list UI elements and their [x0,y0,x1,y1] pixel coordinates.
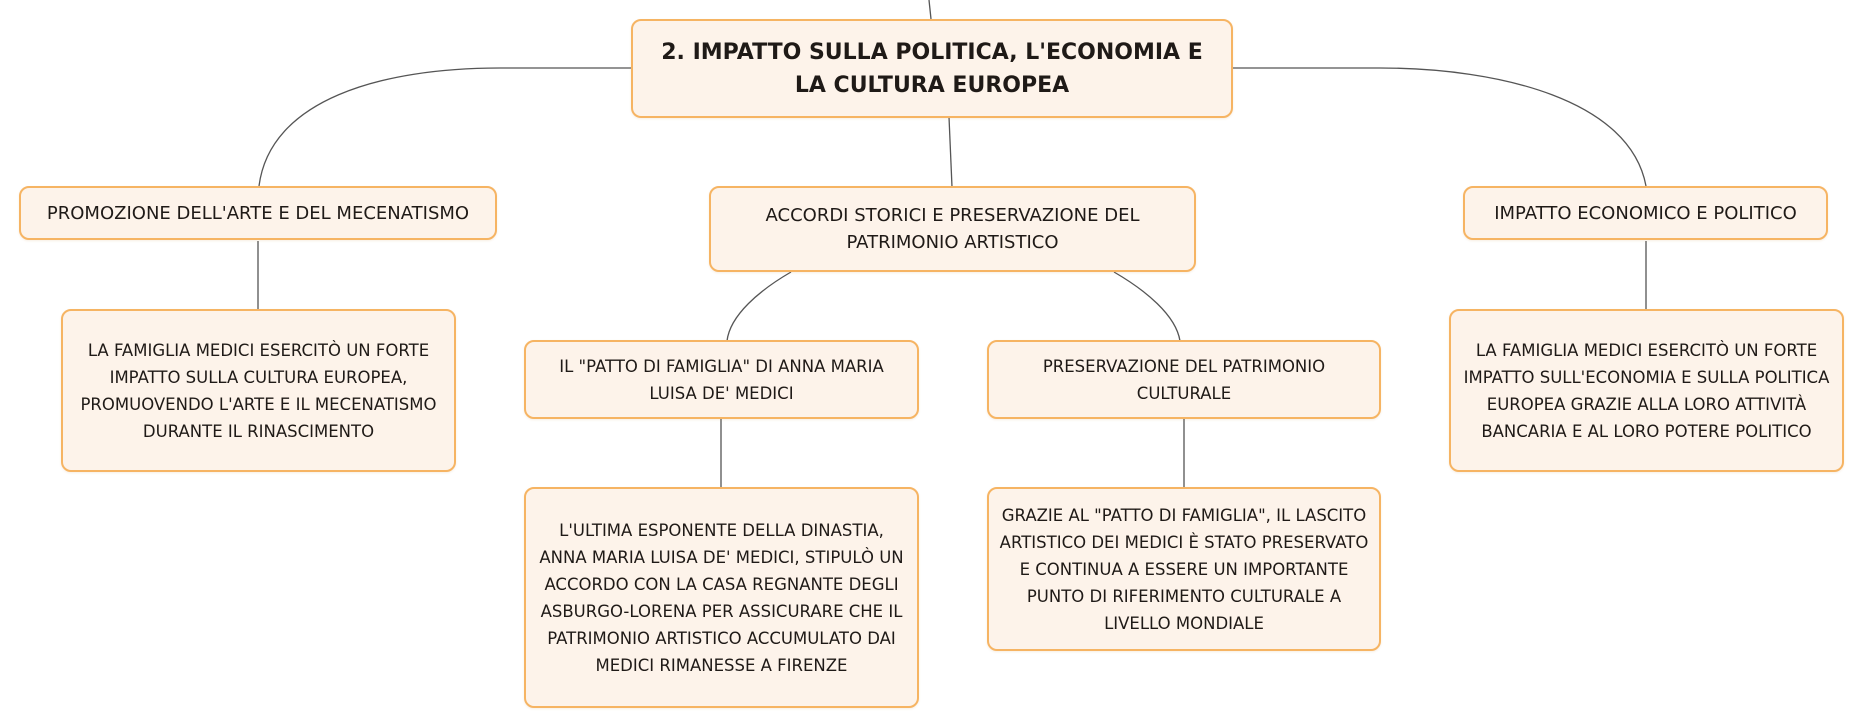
detail-node-arte[interactable] [61,309,456,472]
child-node-preservazione[interactable] [987,340,1381,419]
branch-node-arte[interactable] [19,186,497,240]
connector-root-arte [259,68,632,186]
detail-node-arte-text: LA FAMIGLIA MEDICI ESERCITÒ UN FORTE IMPATTO SULLA CULTURA EUROPEA, PROMUOVENDO L'ARTE E IL MECENATISMO DURANTE IL RINASCIMENTO [80,340,437,441]
connector-root-economico [1232,68,1646,186]
detail-node-patto-text: L'ULTIMA ESPONENTE DELLA DINASTIA, ANNA MARIA LUISA DE' MEDICI, STIPULÒ UN ACCORDO CON LA CASA REGNANTE DEGLI ASBURGO-LORENA PER ASSICURARE CHE IL PATRIMONIO ARTISTICO ACCUMULATO DAI MEDICI RIMANESSE A FIRENZE [539,520,904,675]
detail-node-patto[interactable] [524,487,919,708]
connector-accordi-preservazione [1114,272,1180,341]
detail-node-preservazione[interactable] [987,487,1381,651]
branch-node-accordi[interactable] [709,186,1196,272]
detail-node-economico-text: LA FAMIGLIA MEDICI ESERCITÒ UN FORTE IMPATTO SULL'ECONOMIA E SULLA POLITICA EUROPEA GRAZIE ALLA LORO ATTIVITÀ BANCARIA E AL LORO POTERE POLITICO [1463,340,1830,441]
branch-node-economico-label: IMPATTO ECONOMICO E POLITICO [1494,202,1797,224]
detail-node-economico[interactable] [1449,309,1844,472]
branch-node-accordi-label: ACCORDI STORICI E PRESERVAZIONE DEL PATRIMONIO ARTISTICO [765,205,1140,253]
branch-node-economico[interactable] [1463,186,1828,240]
child-node-patto-label: IL "PATTO DI FAMIGLIA" DI ANNA MARIA LUISA DE' MEDICI [559,356,884,403]
connector-incoming [929,0,931,19]
child-node-patto[interactable] [524,340,919,419]
child-node-preservazione-label: PRESERVAZIONE DEL PATRIMONIO CULTURALE [1042,356,1326,403]
detail-node-preservazione-text: GRAZIE AL "PATTO DI FAMIGLIA", IL LASCITO ARTISTICO DEI MEDICI È STATO PRESERVATO E CONTINUA A ESSERE UN IMPORTANTE PUNTO DI RIFERIMENTO CULTURALE A LIVELLO MONDIALE [999,505,1369,633]
root-node-label: 2. IMPATTO SULLA POLITICA, L'ECONOMIA E LA CULTURA EUROPEA [661,39,1203,98]
connector-accordi-patto [727,272,791,341]
branch-node-arte-label: PROMOZIONE DELL'ARTE E DEL MECENATISMO [46,202,470,224]
root-node[interactable] [631,19,1233,118]
connector-root-accordi [949,117,952,187]
